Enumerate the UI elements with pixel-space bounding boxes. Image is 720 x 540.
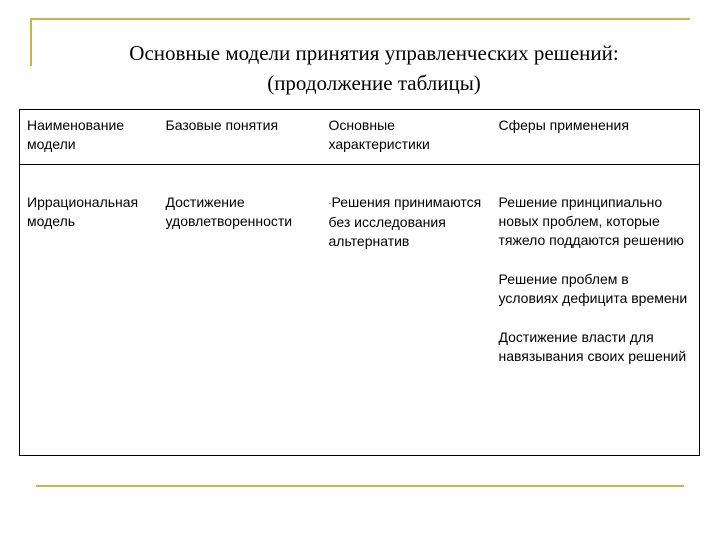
- cell-applications: [492, 165, 700, 456]
- models-table: [19, 109, 700, 456]
- slide-title-line-1: Основные модели принятия управленческих решений:: [129, 41, 619, 65]
- bullet-dash-icon: -: [328, 197, 332, 208]
- application-item-1: Решение принципиально новых проблем, которые тяжело поддаются решению: [498, 194, 684, 248]
- table-header-row: [20, 110, 700, 165]
- decorative-frame-bottom-line: [36, 485, 684, 487]
- table-row: [20, 165, 700, 456]
- slide-title-line-2: (продолжение таблицы): [267, 71, 481, 95]
- header-model-name: Наименование модели: [20, 110, 159, 165]
- slide-title: [40, 38, 708, 98]
- application-item-2: Решение проблем в условиях дефицита времени: [498, 271, 688, 306]
- header-applications: Сферы применения: [492, 110, 700, 165]
- header-characteristics: Основные характеристики: [322, 110, 492, 165]
- header-basic-concepts: Базовые понятия: [159, 110, 322, 165]
- cell-model-name: Иррациональная модель: [27, 194, 139, 229]
- decorative-frame-top-line: [30, 18, 690, 20]
- cell-characteristics-text: Решения принимаются без исследования альтернатив: [328, 194, 482, 249]
- decorative-frame-left-line: [30, 18, 32, 66]
- cell-basic-concepts: Достижение удовлетворенности: [165, 194, 293, 229]
- application-item-3: Достижение власти для навязывания своих решений: [498, 329, 687, 364]
- cell-characteristics: [322, 165, 492, 456]
